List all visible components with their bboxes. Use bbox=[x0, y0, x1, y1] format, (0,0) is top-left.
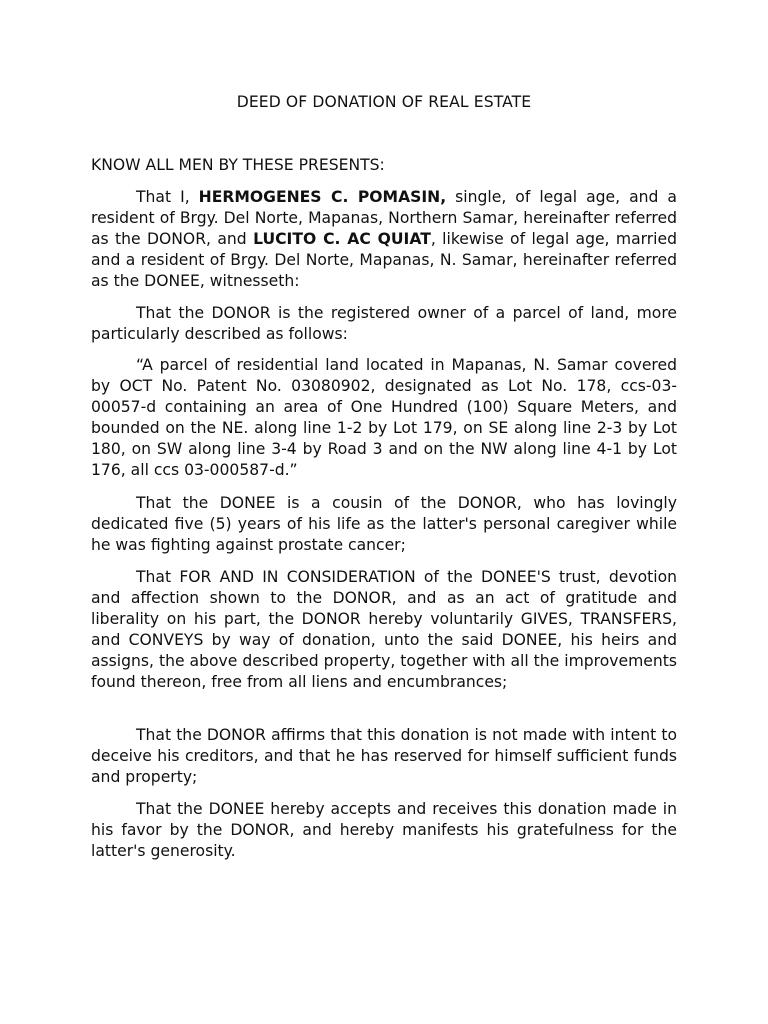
document-title: DEED OF DONATION OF REAL ESTATE bbox=[236, 93, 532, 111]
donee-name: LUCITO C. AC QUIAT bbox=[253, 230, 431, 248]
paragraph-affirmation: That the DONOR affirms that this donation is not made with intent to deceive his creditors, and that he has reserved for himself sufficient funds and property; bbox=[91, 726, 677, 786]
paragraph-property-description: “A parcel of residential land located in Mapanas, N. Samar covered by OCT No. Patent No. 03080902, designated as Lot No. 178, ccs-03-00057-d containing an area of One Hundred (100) Square Meters, and bounded on the NE. along line 1-2 by Lot 179, on SE along line 2-3 by Lot 180, on SW along line 3-4 by Road 3 and on the NW along line 4-1 by Lot 176, all ccs 03-000587-d.” bbox=[91, 356, 677, 479]
paragraph-consideration: That FOR AND IN CONSIDERATION of the DONEE'S trust, devotion and affection shown to the DONOR, and as an act of gratitude and liberality on his part, the DONOR hereby voluntarily GIVES, TRANSFERS, and CONVEYS by way of donation, unto the said DONEE, his heirs and assigns, the above described property, together with all the improvements found thereon, free from all liens and encumbrances; bbox=[91, 568, 677, 691]
paragraph-relationship: That the DONEE is a cousin of the DONOR, who has lovingly dedicated five (5) years of his life as the latter's personal caregiver while he was fighting against prostate cancer; bbox=[91, 494, 677, 554]
salutation: KNOW ALL MEN BY THESE PRESENTS: bbox=[91, 156, 385, 174]
donee-details-text: , likewise of legal age, married and a resident of Brgy. Del Norte, Mapanas, N. Samar, hereinafter referred as the DONEE, witnesseth: bbox=[91, 230, 677, 290]
parties-intro-text: That I, bbox=[136, 188, 199, 206]
donor-name: HERMOGENES C. POMASIN, bbox=[198, 188, 447, 206]
paragraph-parties bbox=[91, 187, 677, 292]
donor-details-text: single, of legal age, and a resident of Brgy. Del Norte, Mapanas, Northern Samar, hereinafter referred as the DONOR, and bbox=[91, 188, 677, 248]
paragraph-acceptance: That the DONEE hereby accepts and receives this donation made in his favor by the DONOR, and hereby manifests his gratefulness for the latter's generosity. bbox=[91, 800, 677, 860]
paragraph-ownership: That the DONOR is the registered owner of a parcel of land, more particularly described as follows: bbox=[91, 304, 677, 343]
